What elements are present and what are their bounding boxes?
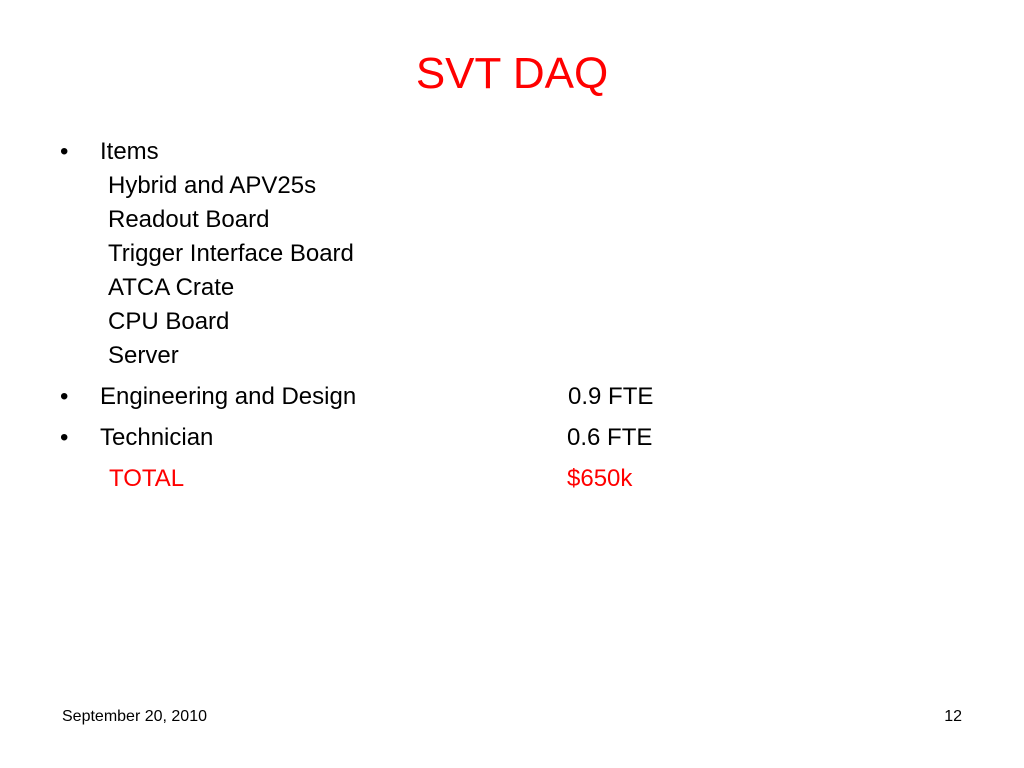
sub-item-server: Server (108, 342, 179, 369)
sub-item-cpu-board: CPU Board (108, 308, 230, 335)
slide-title: SVT DAQ (415, 49, 609, 98)
technician-label: Technician (100, 424, 214, 451)
sub-item-atca-crate: ATCA Crate (108, 274, 235, 301)
page-number: 12 (944, 708, 962, 725)
engineering-label: Engineering and Design (100, 383, 357, 410)
footer-date: September 20, 2010 (62, 708, 207, 725)
technician-value: 0.6 FTE (567, 424, 653, 451)
sub-item-hybrid: Hybrid and APV25s (108, 172, 317, 199)
total-label: TOTAL (109, 465, 185, 492)
items-heading: Items (100, 138, 159, 165)
sub-item-trigger-interface-board: Trigger Interface Board (108, 240, 354, 267)
engineering-value: 0.9 FTE (568, 383, 654, 410)
bullet-icon: • (60, 138, 69, 165)
bullet-icon: • (60, 383, 69, 410)
sub-item-readout-board: Readout Board (108, 206, 270, 233)
total-value: $650k (567, 465, 633, 492)
bullet-icon: • (60, 424, 69, 451)
